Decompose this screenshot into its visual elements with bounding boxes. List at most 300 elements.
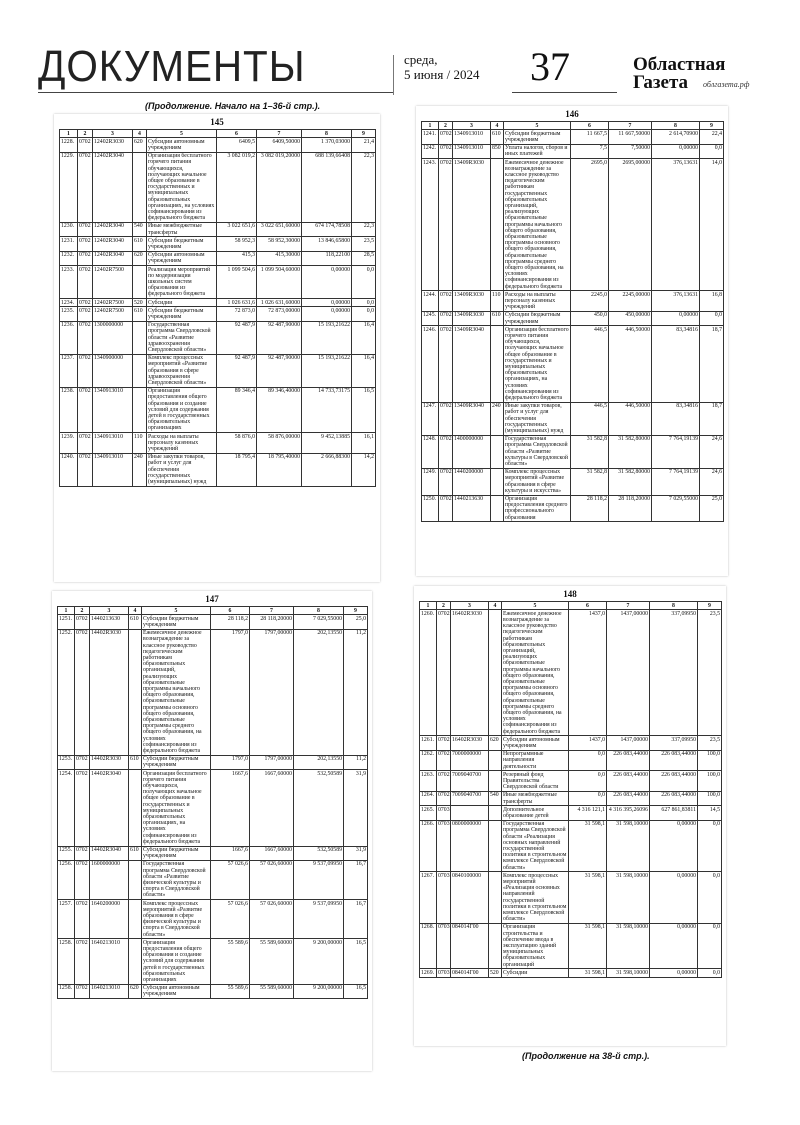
table-cell: [129, 629, 142, 755]
table-cell: 0702: [78, 321, 93, 354]
table-cell: 084014Г00: [451, 923, 489, 968]
column-header: 7: [609, 122, 652, 130]
table-cell: 0702: [78, 307, 93, 321]
table-cell: 1251.: [58, 615, 75, 629]
table-cell: 31 598,10000: [607, 820, 650, 872]
table-cell: 1258.: [58, 984, 75, 998]
table-cell: [489, 750, 502, 771]
table-cell: 1667,60000: [250, 846, 294, 860]
table-cell: 7009040700: [451, 771, 489, 792]
table-cell: 1254.: [58, 770, 75, 846]
table-cell: 1440200000: [453, 468, 491, 495]
table-cell: 25,0: [344, 615, 368, 629]
table-cell: 100,0: [698, 750, 722, 771]
document-page-146: [416, 106, 728, 576]
table-cell: 1640200000: [90, 900, 129, 939]
table-row: [60, 453, 376, 486]
table-cell: 202,13550: [294, 629, 344, 755]
table-cell: 0702: [75, 860, 90, 899]
table-cell: [133, 321, 147, 354]
column-header: 8: [294, 607, 344, 615]
table-cell: Организация бесплатного горячего питания обучающихся, получающих начальное общее образование в государственных и муниципальных образовательных организациях, на условиях софинансирования из федерального бюджета: [147, 152, 217, 222]
table-row: [422, 495, 724, 522]
table-cell: 12402R3040: [93, 251, 133, 265]
table-cell: 58 952,3: [217, 237, 257, 251]
table-row: [420, 820, 722, 872]
table-cell: 9 452,13885: [302, 433, 352, 454]
table-cell: 55 589,60000: [250, 939, 294, 984]
table-cell: 92 487,90000: [257, 321, 302, 354]
logo-line-2: Газета: [633, 72, 689, 93]
table-row: [422, 291, 724, 312]
table-cell: 0,0: [698, 923, 722, 968]
table-row: [422, 468, 724, 495]
table-cell: 0702: [439, 144, 453, 158]
table-cell: 1 099 504,60000: [257, 266, 302, 299]
table-cell: 446,50000: [609, 326, 652, 402]
table-row: [58, 615, 368, 629]
column-header: 5: [142, 607, 211, 615]
table-cell: 1248.: [422, 435, 439, 468]
table-cell: 520: [133, 299, 147, 307]
table-cell: 610: [129, 615, 142, 629]
table-cell: 0702: [78, 453, 93, 486]
table-cell: 6409,5: [217, 138, 257, 152]
document-page-number: 148: [563, 589, 577, 599]
table-cell: 9 200,00000: [294, 984, 344, 998]
table-cell: 9 200,00000: [294, 939, 344, 984]
table-header-row: [420, 602, 722, 610]
table-cell: 23,5: [352, 237, 376, 251]
table-cell: 1 026 631,60000: [257, 299, 302, 307]
column-header: 6: [569, 602, 607, 610]
table-cell: 31 598,10000: [607, 872, 650, 924]
table-cell: 2245,00000: [609, 291, 652, 312]
table-cell: 16,5: [344, 984, 368, 998]
table-cell: 1253.: [58, 755, 75, 769]
table-cell: 28 118,2: [571, 495, 609, 522]
table-cell: 3 022 651,60000: [257, 222, 302, 236]
table-cell: [133, 266, 147, 299]
table-cell: Организация строительства и обеспечение ввода в эксплуатацию зданий муниципальных образовательных организаций: [502, 923, 569, 968]
table-cell: 11,2: [344, 755, 368, 769]
document-page-147: [52, 591, 372, 1071]
table-cell: Непрограммные направления деятельности: [502, 750, 569, 771]
table-row: [58, 939, 368, 984]
table-cell: Ежемесячное денежное вознаграждение за классное руководство педагогическим работникам образовательных организаций, реализующих образовательные программы начального общего образования, образовательные программы основного общего образования, образовательные программы среднего общего образования, на условиях софинансирования из федерального бюджета: [502, 610, 569, 736]
table-cell: 0,0: [698, 969, 722, 977]
table-cell: 376,13631: [652, 159, 700, 291]
column-header: 3: [453, 122, 491, 130]
table-cell: 31 598,1: [569, 820, 607, 872]
table-cell: 16,5: [344, 939, 368, 984]
table-cell: 0702: [75, 770, 90, 846]
table-cell: 9 537,09950: [294, 860, 344, 899]
table-cell: 240: [133, 453, 147, 486]
table-cell: 0702: [78, 237, 93, 251]
column-header: 7: [257, 130, 302, 138]
table-cell: 620: [489, 736, 502, 750]
table-cell: [129, 939, 142, 984]
table-cell: 11,2: [344, 629, 368, 755]
table-cell: 1242.: [422, 144, 439, 158]
table-cell: Субсидии бюджетным учреждениям: [504, 130, 571, 144]
column-header: 1: [60, 130, 78, 138]
table-cell: 16,7: [344, 860, 368, 899]
table-cell: 12402R3040: [93, 152, 133, 222]
table-cell: 0,00000: [650, 820, 698, 872]
table-cell: 0,00000: [652, 311, 700, 325]
table-cell: 28 118,20000: [250, 615, 294, 629]
table-cell: 25,0: [700, 495, 724, 522]
table-cell: 89 346,4: [217, 387, 257, 432]
table-cell: 1241.: [422, 130, 439, 144]
table-cell: [451, 806, 489, 820]
continued-on-note: (Продолжение на 38-й стр.).: [522, 1051, 650, 1061]
section-title: ДОКУМЕНТЫ: [38, 42, 306, 91]
table-cell: 1640213010: [90, 939, 129, 984]
table-cell: [491, 468, 504, 495]
table-cell: Расходы на выплаты персоналу казенных учреждений: [504, 291, 571, 312]
table-cell: 0702: [437, 736, 451, 750]
table-cell: Субсидии бюджетным учреждениям: [147, 307, 217, 321]
table-cell: Субсидии бюджетным учреждениям: [142, 755, 211, 769]
table-cell: 0702: [75, 755, 90, 769]
table-cell: 31 598,10000: [607, 969, 650, 977]
table-cell: 1257.: [58, 900, 75, 939]
table-cell: 0702: [439, 159, 453, 291]
table-cell: 202,13550: [294, 755, 344, 769]
table-row: [422, 402, 724, 435]
table-row: [60, 266, 376, 299]
table-cell: 1268.: [420, 923, 437, 968]
table-cell: 0702: [75, 939, 90, 984]
table-cell: 16402R3030: [451, 610, 489, 736]
table-cell: 100,0: [698, 771, 722, 792]
table-cell: 1243.: [422, 159, 439, 291]
column-header: 2: [437, 602, 451, 610]
table-cell: Субсидии бюджетным учреждениям: [504, 311, 571, 325]
table-cell: 14 733,73175: [302, 387, 352, 432]
table-cell: 16,4: [352, 321, 376, 354]
table-cell: 674 174,78508: [302, 222, 352, 236]
logo-line-1: Областная: [633, 54, 726, 75]
site-url: облгазета.рф: [703, 80, 750, 89]
table-cell: 1300000000: [93, 321, 133, 354]
table-cell: Субсидии: [502, 969, 569, 977]
table-cell: 1264.: [420, 791, 437, 805]
table-cell: 1258.: [58, 939, 75, 984]
table-cell: 14402R3040: [90, 770, 129, 846]
table-cell: 0,00000: [302, 266, 352, 299]
table-cell: 1340913010: [93, 387, 133, 432]
table-row: [422, 159, 724, 291]
table-cell: [133, 387, 147, 432]
table-cell: Организация предоставления общего образования и создание условий для содержания детей в государственных образовательных организациях: [147, 387, 217, 432]
table-cell: Иные межбюджетные трансферты: [502, 791, 569, 805]
table-cell: 1265.: [420, 806, 437, 820]
table-cell: 0,0: [698, 820, 722, 872]
table-cell: 0,0: [352, 307, 376, 321]
table-cell: [491, 495, 504, 522]
table-cell: 2 666,88300: [302, 453, 352, 486]
table-cell: [489, 610, 502, 736]
table-cell: 0702: [439, 435, 453, 468]
table-cell: 14402R3040: [90, 846, 129, 860]
table-cell: 1667,6: [211, 846, 250, 860]
issue-date-line: [404, 67, 479, 82]
table-cell: 13409R3040: [453, 326, 491, 402]
table-cell: 0702: [78, 251, 93, 265]
column-header: 9: [344, 607, 368, 615]
table-cell: 83,34816: [652, 326, 700, 402]
table-cell: 15 193,21622: [302, 321, 352, 354]
table-cell: 226 083,44000: [607, 750, 650, 771]
table-cell: 1797,0: [211, 755, 250, 769]
table-cell: 1340913010: [453, 144, 491, 158]
table-cell: 1256.: [58, 860, 75, 899]
table-cell: 1440213630: [90, 615, 129, 629]
table-cell: 7 764,19139: [652, 468, 700, 495]
table-cell: 532,50589: [294, 846, 344, 860]
table-cell: 610: [129, 846, 142, 860]
table-cell: 55 589,60000: [250, 984, 294, 998]
table-cell: 532,50589: [294, 770, 344, 846]
document-page-number: 146: [565, 109, 579, 119]
table-cell: 376,13631: [652, 291, 700, 312]
table-cell: 084014Г00: [451, 969, 489, 977]
table-cell: 28 118,20000: [609, 495, 652, 522]
table-cell: 1667,60000: [250, 770, 294, 846]
table-cell: 13409R3030: [453, 311, 491, 325]
table-cell: 24,6: [700, 468, 724, 495]
column-header: 8: [652, 122, 700, 130]
table-cell: 1340913010: [453, 130, 491, 144]
table-cell: 1340913010: [93, 433, 133, 454]
table-cell: 0,0: [352, 299, 376, 307]
table-cell: 520: [489, 969, 502, 977]
table-cell: 13409R3030: [453, 159, 491, 291]
table-cell: 0702: [78, 152, 93, 222]
column-header: 7: [250, 607, 294, 615]
table-cell: Ежемесячное денежное вознаграждение за классное руководство педагогическим работникам образовательных организаций, реализующих образовательные программы начального общего образования, образовательные программы основного общего образования, образовательные программы среднего общего образования, на условиях софинансирования из федерального бюджета: [142, 629, 211, 755]
table-cell: 1234.: [60, 299, 78, 307]
table-row: [420, 969, 722, 977]
table-cell: 1231.: [60, 237, 78, 251]
table-cell: Государственная программа Свердловской области «Развитие физической культуры и спорта в Свердловской области»: [142, 860, 211, 899]
budget-table: [59, 129, 376, 487]
table-cell: 13409R3030: [453, 291, 491, 312]
table-cell: 14,5: [698, 806, 722, 820]
table-row: [420, 771, 722, 792]
table-cell: 1261.: [420, 736, 437, 750]
table-cell: Субсидии бюджетным учреждениям: [142, 615, 211, 629]
table-cell: 1269.: [420, 969, 437, 977]
table-cell: 1440213630: [453, 495, 491, 522]
table-cell: 1246.: [422, 326, 439, 402]
table-cell: Комплекс процессных мероприятий «Развитие образования в сфере здравоохранения Свердловской области»: [147, 354, 217, 387]
table-cell: Государственная программа Свердловской области «Развитие здравоохранения Свердловской области»: [147, 321, 217, 354]
table-cell: Организация предоставления среднего профессионального образования: [504, 495, 571, 522]
table-cell: 18,7: [700, 402, 724, 435]
table-cell: Государственная программа Свердловской области «Развитие культуры в Свердловской области»: [504, 435, 571, 468]
table-cell: 0,0: [569, 771, 607, 792]
table-cell: 57 026,6: [211, 900, 250, 939]
table-row: [58, 755, 368, 769]
table-cell: 31,9: [344, 770, 368, 846]
table-row: [60, 299, 376, 307]
table-row: [58, 860, 368, 899]
table-cell: 226 083,44000: [607, 771, 650, 792]
table-row: [60, 321, 376, 354]
table-cell: 620: [133, 138, 147, 152]
table-cell: 4 316 121,1: [569, 806, 607, 820]
column-header: 3: [451, 602, 489, 610]
table-header-row: [58, 607, 368, 615]
table-cell: 14,0: [700, 159, 724, 291]
table-row: [60, 251, 376, 265]
table-cell: 1249.: [422, 468, 439, 495]
table-cell: Комплекс процессных мероприятий «Развитие образования в сфере культуры и искусства»: [504, 468, 571, 495]
issue-day: среда,: [404, 52, 438, 67]
column-header: 9: [352, 130, 376, 138]
table-cell: 14402R3030: [90, 629, 129, 755]
table-cell: 1437,0: [569, 610, 607, 736]
document-page-145: [54, 114, 380, 582]
table-row: [422, 144, 724, 158]
table-row: [60, 307, 376, 321]
table-cell: 1229.: [60, 152, 78, 222]
table-cell: 0702: [437, 750, 451, 771]
table-cell: Комплекс процессных мероприятий «Реализация основных направлений государственной политики в строительном комплексе Свердловской области»: [502, 872, 569, 924]
table-cell: Субсидии бюджетным учреждениям: [147, 237, 217, 251]
table-row: [58, 629, 368, 755]
column-header: 1: [420, 602, 437, 610]
issue-date: [404, 52, 479, 82]
column-header: 9: [698, 602, 722, 610]
table-cell: 0702: [78, 222, 93, 236]
budget-table: [57, 606, 368, 999]
table-cell: 18,7: [700, 326, 724, 402]
table-cell: 12402R3040: [93, 237, 133, 251]
table-cell: 55 589,6: [211, 984, 250, 998]
table-cell: 118,22100: [302, 251, 352, 265]
budget-table: [421, 121, 724, 522]
table-cell: 22,3: [352, 152, 376, 222]
column-header: 2: [75, 607, 90, 615]
table-cell: 58 952,30000: [257, 237, 302, 251]
table-cell: 1340913010: [93, 453, 133, 486]
table-cell: 83,34816: [652, 402, 700, 435]
table-cell: [133, 354, 147, 387]
table-cell: 0702: [439, 495, 453, 522]
table-cell: 1260.: [420, 610, 437, 736]
table-cell: Комплекс процессных мероприятий «Развитие образования в сфере физической культуры и спорта в Свердловской области»: [142, 900, 211, 939]
table-row: [420, 736, 722, 750]
table-cell: 415,30000: [257, 251, 302, 265]
table-cell: 7,50000: [609, 144, 652, 158]
table-cell: 0702: [78, 387, 93, 432]
table-cell: 0702: [75, 629, 90, 755]
table-cell: 1437,00000: [607, 736, 650, 750]
table-cell: 3 082 019,2: [217, 152, 257, 222]
table-cell: 6409,50000: [257, 138, 302, 152]
table-cell: 226 083,44000: [607, 791, 650, 805]
page-number-underline: [512, 92, 617, 93]
column-header: 9: [700, 122, 724, 130]
budget-table: [419, 601, 722, 978]
table-cell: Субсидии автономным учреждениям: [142, 984, 211, 998]
table-cell: 1230.: [60, 222, 78, 236]
table-row: [58, 770, 368, 846]
table-cell: Субсидии автономным учреждениям: [147, 138, 217, 152]
table-cell: Иные межбюджетные трансферты: [147, 222, 217, 236]
header-divider: [393, 55, 394, 95]
table-cell: 110: [133, 433, 147, 454]
table-cell: 1236.: [60, 321, 78, 354]
table-cell: 13 846,65800: [302, 237, 352, 251]
table-cell: 0,0: [352, 266, 376, 299]
table-cell: 0,00000: [652, 144, 700, 158]
table-cell: 0702: [437, 791, 451, 805]
table-cell: 16,8: [700, 291, 724, 312]
table-cell: 55 589,6: [211, 939, 250, 984]
table-cell: 446,50000: [609, 402, 652, 435]
table-cell: 1245.: [422, 311, 439, 325]
table-cell: 0702: [75, 900, 90, 939]
column-header: 5: [147, 130, 217, 138]
table-cell: 1237.: [60, 354, 78, 387]
table-cell: Организация предоставления общего образования и создание условий для содержания детей в государственных образовательных организациях: [142, 939, 211, 984]
column-header: 8: [650, 602, 698, 610]
table-cell: Уплата налогов, сборов и иных платежей: [504, 144, 571, 158]
table-cell: 1239.: [60, 433, 78, 454]
issue-year: / 2024: [446, 67, 480, 82]
table-cell: 1437,00000: [607, 610, 650, 736]
table-row: [420, 750, 722, 771]
column-header: 6: [571, 122, 609, 130]
title-underline: [38, 92, 393, 93]
table-row: [58, 846, 368, 860]
column-header: 5: [504, 122, 571, 130]
table-cell: [489, 923, 502, 968]
table-header-row: [422, 122, 724, 130]
table-cell: Ежемесячное денежное вознаграждение за классное руководство педагогическим работникам государственных образовательных организаций, реализующих образовательные программы начального общего образования, образовательные программы основного общего образования, образовательные программы среднего общего образования, на условиях софинансирования из федерального бюджета: [504, 159, 571, 291]
issue-date-value: 5 июня: [404, 67, 444, 82]
table-row: [58, 984, 368, 998]
table-cell: 23,5: [698, 736, 722, 750]
table-cell: [489, 806, 502, 820]
table-cell: 7,5: [571, 144, 609, 158]
table-cell: Расходы на выплаты персоналу казенных учреждений: [147, 433, 217, 454]
page-number: 37: [530, 44, 570, 89]
table-cell: 1263.: [420, 771, 437, 792]
table-cell: 0702: [78, 138, 93, 152]
table-cell: 0800000000: [451, 820, 489, 872]
column-header: 4: [489, 602, 502, 610]
table-cell: 226 083,44000: [650, 750, 698, 771]
table-cell: 28,5: [352, 251, 376, 265]
table-cell: 0702: [439, 130, 453, 144]
table-cell: 0702: [78, 433, 93, 454]
table-cell: 12402R7500: [93, 299, 133, 307]
table-cell: 16,4: [352, 354, 376, 387]
table-cell: [129, 860, 142, 899]
table-cell: 7 029,55000: [652, 495, 700, 522]
table-cell: [491, 326, 504, 402]
table-cell: 0703: [438, 969, 450, 976]
table-cell: Реализация мероприятий по модернизации школьных систем образования из федерального бюджета: [147, 266, 217, 299]
